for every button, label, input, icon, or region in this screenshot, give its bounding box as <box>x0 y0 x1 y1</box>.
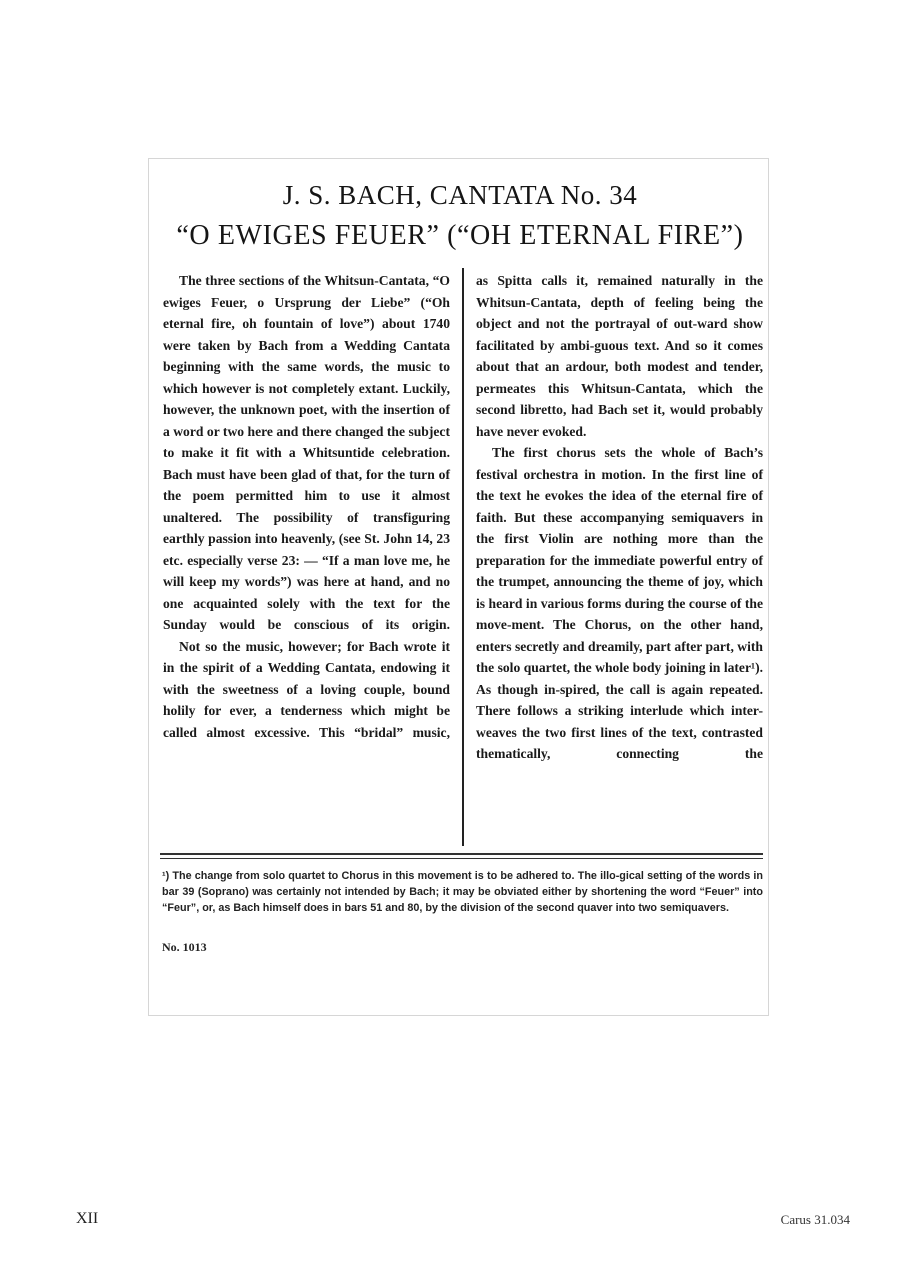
plate-number: No. 1013 <box>162 940 207 954</box>
left-paragraph-2: Not so the music, however; for Bach wrote it in the spirit of a Wedding Cantata, endowing it with the sweetness of a loving couple, bound holily for ever, a tenderness which might be called almost excessive. This “bridal” music, <box>163 638 450 740</box>
footnote: ¹) The change from solo quartet to Chorus in this movement is to be adhered to. The illo-gical setting of the words in bar 39 (Soprano) was certainly not intended by Bach; it may be obviated either by shortening the word “Feuer” into “Feur”, or, as Bach himself does in bars 51 and 80, by the division of the second quaver into two semiquavers. <box>162 870 763 914</box>
footnote-rule-thin <box>160 858 763 859</box>
scan-frame-right <box>768 158 769 1016</box>
scan-frame-left <box>148 158 149 1016</box>
left-paragraph-1: The three sections of the Whitsun-Cantata, “O ewiges Feuer, o Ursprung der Liebe” (“Oh eternal fire, oh fountain of love”) about 1740 were taken by Bach from a Wedding Cantata beginning with the same words, the music to which however is not completely extant. Luckily, however, the unknown poet, with the insertion of a word or two here and there changed the subject to make it fit with a Whitsuntide celebration. Bach must have been glad of that, for the turn of the poem permitted him to use it almost unaltered. The possibility of transfiguring earthly passion into heavenly, (see St. John 14, 23 etc. especially verse 23: — “If a man love me, he will keep my words”) was here at hand, and no one acquainted solely with the text for the Sunday would be conscious of its origin. <box>163 273 450 632</box>
left-column <box>163 270 450 743</box>
page-number: XII <box>76 1210 99 1227</box>
footnote-rule-thick <box>160 853 763 855</box>
title-line-2: “O EWIGES FEUER” (“OH ETERNAL FIRE”) <box>176 220 744 251</box>
column-divider <box>462 268 464 846</box>
scan-frame-top <box>148 158 768 159</box>
publisher-reference: Carus 31.034 <box>780 1212 850 1227</box>
right-paragraph-2: The first chorus sets the whole of Bach’s festival orchestra in motion. In the first line of the text he evokes the idea of the eternal fire of faith. But these accompanying semiquavers in the first Violin are nothing more than the preparation for the immediate powerful entry of the trumpet, announcing the theme of joy, which is heard in various forms during the course of the move-ment. The Chorus, on the other hand, enters secretly and dreamily, part after part, with the solo quartet, the whole body joining in later¹). As though in-spired, the call is again repeated. There follows a striking interlude which inter-weaves the two first lines of the text, contrasted thematically, connecting the <box>476 445 763 761</box>
right-paragraph-1: as Spitta calls it, remained naturally in the Whitsun-Cantata, depth of feeling being the object and not the portrayal of out-ward show facilitated by ambi-guous text. And so it comes about that an ardour, both modest and tender, permeates this Whitsun-Cantata, which the second libretto, had Bach set it, would probably have never evoked. <box>476 273 763 439</box>
right-column <box>476 270 763 765</box>
title-line-1: J. S. BACH, CANTATA No. 34 <box>282 180 638 210</box>
scan-frame-bottom <box>148 1015 768 1016</box>
